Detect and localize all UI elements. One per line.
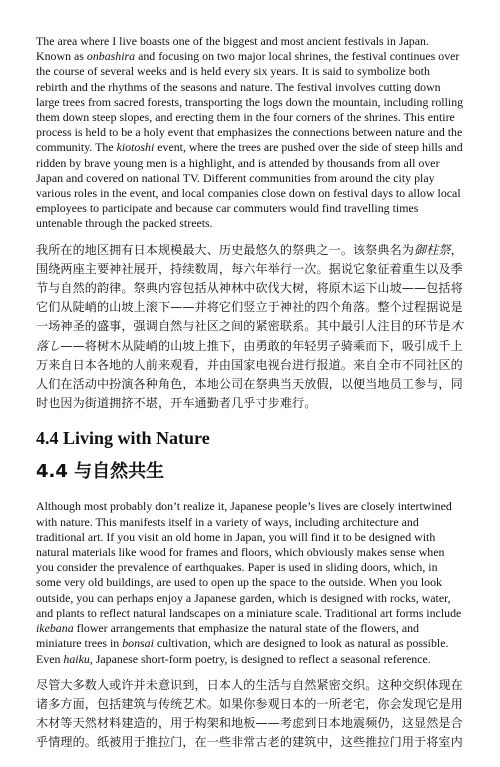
text-span: cultivation, which are designed to look as natural as possible. Even [36, 636, 449, 666]
paragraph-onbashira-en [36, 34, 464, 232]
term-bonsai: bonsai [122, 636, 154, 651]
term-onbashira-zh: 御柱祭 [414, 242, 451, 257]
term-ikebana: ikebana [36, 621, 74, 636]
text-span: ——将树木从陡峭的山坡上推下，由勇敢的年轻男子骑乘而下，吸引成千上万来自日本各地的人前来观看，并由国家电视台进行报道。来自全市不同社区的人们在活动中扮演各种角色，本地公司在祭典当天放假，以便当地员工参与，同时也因为街道拥挤不堪，开车通勤者几乎寸步难行。 [36, 338, 463, 411]
term-kiotoshi-zh: 木落し [36, 319, 463, 353]
text-span: event, where the trees are pushed over the side of steep hills and ridden by brave young men is a highlight, and is attended by thousands from all over Japan and covered on national TV. Different communities from around the city play various roles in the event, and local companies close down on festival days to allow local employees to participate and because car commuters would find travelling times untenable through the packed streets. [36, 140, 463, 231]
term-kiotoshi: kiotoshi [116, 140, 155, 155]
text-span: Although most probably don’t realize it, Japanese people’s lives are closely intertwined with nature. This manifests itself in a variety of ways, including architecture and traditional art. If you visit an old home in Japan, you will find it to be designed with natural materials like wood for frames and floors, which obviously makes sense when you consider the prevalence of earthquakes. Paper is used in sliding doors, which, in some very old buildings, are used to open up the space to the outside. When you look outside, you can perhaps enjoy a Japanese garden, which is designed with rocks, water, and plants to reflect natural landscapes on a miniature scale. Traditional art forms include [36, 499, 462, 620]
paragraph-nature-zh: 尽管大多数人或许并未意识到，日本人的生活与自然紧密交织。这种交织体现在诸多方面，包括建筑与传统艺术。如果你参观日本的一所老宅，你会发现它是用木材等天然材料建造的，用于构架和地板——考虑到日本地震频仍，这显然是合乎情理的。纸被用于推拉门，在一些非常古老的建筑中，这些推拉门用于将室内 [36, 677, 463, 750]
term-onbashira: onbashira [86, 49, 136, 64]
text-span: The area where I live boasts one of the biggest and most ancient festivals in Japan. Known as [36, 34, 429, 64]
text-span: 我所在的地区拥有日本规模最大、历史最悠久的祭典之一。该祭典名为 [36, 242, 415, 257]
section-heading-en: 4.4 Living with Nature [36, 428, 210, 449]
text-span: ，围绕两座主要神社展开，持续数周，每六年举行一次。据说它象征着重生以及季节与自然的韵律。祭典内容包括从神林中砍伐大树，将原木运下山坡——包括将它们从陡峭的山坡上滚下——并将它们竖立于神社的四个角落。整个过程据说是一场神圣的盛事，强调自然与社区之间的紧密联系。其中最引人注目的环节是 [36, 242, 463, 334]
text-span: , Japanese short-form poetry, is designed to reflect a seasonal reference. [89, 651, 431, 666]
term-haiku: haiku [63, 651, 90, 666]
paragraph-onbashira-zh [36, 241, 464, 414]
document-page [36, 34, 464, 767]
section-heading-zh: 4.4 与自然共生 [36, 461, 165, 483]
text-span: flower arrangements that emphasize the natural state of the flowers, and miniature trees in [36, 621, 419, 651]
paragraph-nature-en [36, 499, 464, 666]
text-span: and focusing on two major local shrines, the festival continues over the course of several weeks and is held every six years. It is said to symbolize both rebirth and the rhythms of the seasons and nature. The festival involves cutting down large trees from sacred forests, transporting the logs down the mountain, including rolling them down steep slopes, and erecting them in the four corners of the shrines. This entire process is held to be a holy event that emphasizes the connections between nature and the community. The [36, 49, 464, 155]
